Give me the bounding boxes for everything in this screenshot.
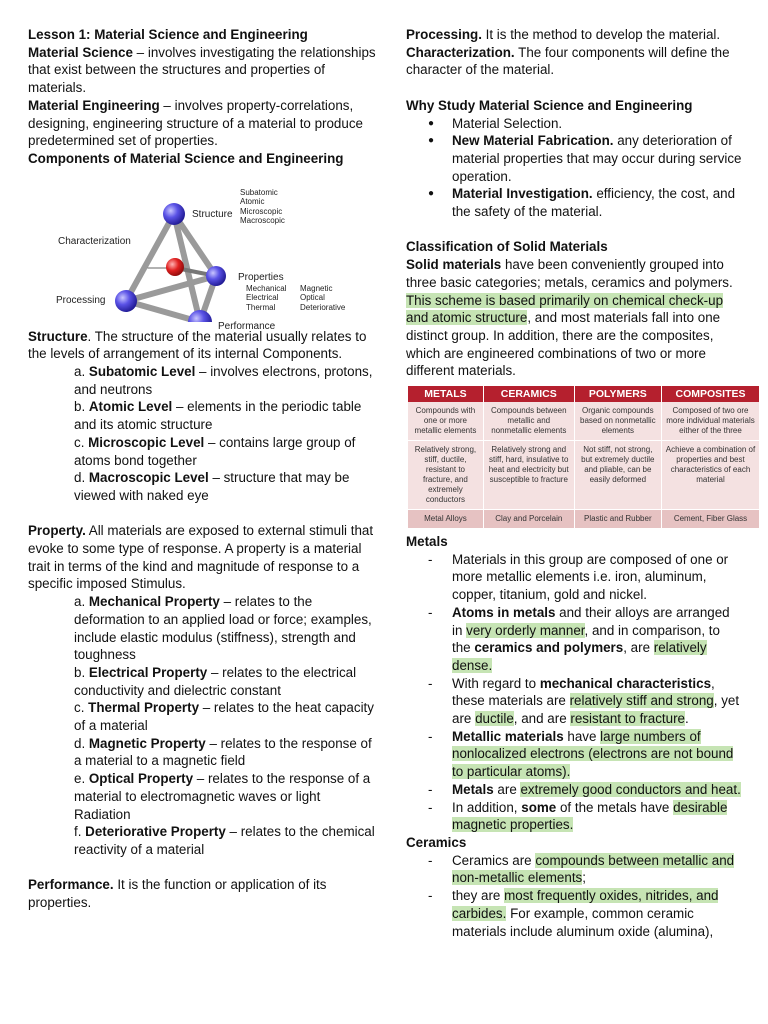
list-item: - they are most frequently oxides, nitrides, and carbides. For example, common ceramic materials include aluminum oxide (alumina),	[406, 887, 742, 940]
property-item: a. Mechanical Property – relates to the deformation to an applied load or force; examples, include elastic modulus (stiffness), strength and toughness	[74, 594, 372, 663]
table-cell: Metal Alloys	[408, 510, 483, 529]
table-header: METALS	[408, 386, 483, 402]
properties-node	[206, 266, 226, 286]
level-item: d. Macroscopic Level – structure that may be viewed with naked eye	[74, 470, 350, 503]
metals-list	[406, 551, 742, 834]
list-item: ● New Material Fabrication. any deterioration of material properties that may occur during service operation.	[406, 132, 742, 185]
ceramics-heading: Ceramics	[406, 834, 467, 850]
table-cell: Achieve a combination of properties and best characteristics of each material	[661, 441, 759, 510]
table-cell: Cement, Fiber Glass	[661, 510, 759, 529]
list-item: - Metals are extremely good conductors and heat.	[406, 781, 742, 799]
table-header: CERAMICS	[483, 386, 574, 402]
list-item: - Ceramics are compounds between metallic and non-metallic elements;	[406, 852, 742, 887]
structure-label: Structure	[192, 208, 233, 220]
list-item: - Materials in this group are composed of one or more metallic elements i.e. iron, aluminum, copper, titanium, gold and nickel.	[406, 551, 742, 604]
why-study-heading: Why Study Material Science and Engineering	[406, 97, 693, 113]
table-cell: Compounds with one or more metallic elements	[408, 402, 483, 441]
list-item: - In addition, some of the metals have desirable magnetic properties.	[406, 799, 742, 834]
property-item: b. Electrical Property – relates to the electrical conductivity and dielectric constant	[74, 664, 357, 698]
left-column	[28, 26, 378, 912]
properties-col2-label: Magnetic Optical Deteriorative	[300, 283, 346, 312]
structure-node	[163, 203, 185, 225]
characterization-node	[166, 258, 184, 276]
property-paragraph: Property. All materials are exposed to external stimuli that evoke to some type of response. A property is a material trait in terms of the kind and magnitude of response to a specific imposed Stimulus.	[28, 523, 374, 592]
characterization-paragraph: Characterization. The four components will define the character of the material.	[406, 44, 730, 78]
table-row	[408, 441, 760, 510]
table-cell: Relatively strong, stiff, ductile, resistant to fracture, and extremely conductors	[408, 441, 483, 510]
structure-paragraph: Structure. The structure of the material usually relates to the levels of arrangement of its internal Components.	[28, 328, 367, 362]
classification-table	[408, 386, 760, 529]
table-cell: Not stiff, not strong, but extremely ductile and pliable, can be easily deformed	[574, 441, 661, 510]
processing-label: Processing	[56, 294, 106, 306]
table-cell: Plastic and Rubber	[574, 510, 661, 529]
ceramics-list	[406, 852, 742, 941]
level-item: b. Atomic Level – elements in the periodic table and its atomic structure	[74, 399, 362, 433]
table-header: COMPOSITES	[661, 386, 759, 402]
table-row	[408, 402, 760, 441]
performance-node	[188, 310, 212, 322]
list-item: ● Material Investigation. efficiency, the cost, and the safety of the material.	[406, 185, 742, 220]
list-item: - With regard to mechanical characteristics, these materials are relatively stiff and strong, yet are ductile, and are resistant to fracture.	[406, 675, 742, 728]
processing-paragraph: Processing. It is the method to develop the material.	[406, 27, 721, 42]
property-item: d. Magnetic Property – relates to the response of a material to a magnetic field	[74, 735, 372, 769]
material-science-definition: Material Science – involves investigating the relationships that exist between the structures and properties of materials.	[28, 44, 376, 96]
level-item: a. Subatomic Level – involves electrons, protons, and neutrons	[74, 364, 373, 397]
performance-label: Performance	[218, 320, 276, 332]
properties-label: Properties	[238, 271, 284, 283]
components-tetrahedron-diagram	[28, 172, 368, 332]
property-item: e. Optical Property – relates to the response of a material to electromagnetic waves or light Radiation	[74, 771, 371, 822]
performance-paragraph: Performance. It is the function or application of its properties.	[28, 877, 327, 911]
level-item: c. Microscopic Level – contains large group of atoms bond together	[74, 434, 356, 468]
solid-materials-paragraph: Solid materials have been conveniently grouped into three basic categories; metals, ceramics and polymers. This scheme is based primarily on chemical check-up and atomic structure, and most materials fall into one distinct group. In addition, there are the composites, which are engineered combinations of two or more different materials.	[406, 257, 733, 379]
table-header: POLYMERS	[574, 386, 661, 402]
processing-node	[115, 290, 137, 312]
list-item: - Metallic materials have large numbers of nonlocalized electrons (electrons are not bound to particular atoms).	[406, 728, 742, 781]
why-study-list	[406, 115, 742, 221]
structure-levels-label: Subatomic Atomic Microscopic Macroscopic	[240, 187, 285, 226]
list-item: ● Material Selection.	[406, 115, 742, 133]
table-row	[408, 510, 760, 529]
properties-col1-label: Mechanical Electrical Thermal	[246, 283, 287, 312]
metals-heading: Metals	[406, 534, 448, 550]
table-cell: Organic compounds based on nonmetallic elements	[574, 402, 661, 441]
table-cell: Composed of two ore more individual materials either of the three	[661, 402, 759, 441]
list-item: - Atoms in metals and their alloys are arranged in very orderly manner, and in comparison, to the ceramics and polymers, are relatively dense.	[406, 604, 742, 675]
classification-heading: Classification of Solid Materials	[406, 239, 608, 255]
lesson-title: Lesson 1: Material Science and Engineering	[28, 27, 308, 42]
table-cell: Clay and Porcelain	[483, 510, 574, 529]
characterization-label: Characterization	[58, 235, 131, 247]
components-heading: Components of Material Science and Engineering	[28, 150, 344, 166]
right-column	[406, 26, 756, 940]
property-item: f. Deteriorative Property – relates to the chemical reactivity of a material	[74, 824, 375, 857]
table-cell: Relatively strong and stiff, hard, insulative to heat and electricity but susceptible to fracture	[483, 441, 574, 510]
table-cell: Compounds between metallic and nonmetallic elements	[483, 402, 574, 441]
property-item: c. Thermal Property – relates to the heat capacity of a material	[74, 700, 374, 734]
material-engineering-definition: Material Engineering – involves property-correlations, designing, engineering structure of a material to produce predetermined set of properties.	[28, 97, 363, 149]
